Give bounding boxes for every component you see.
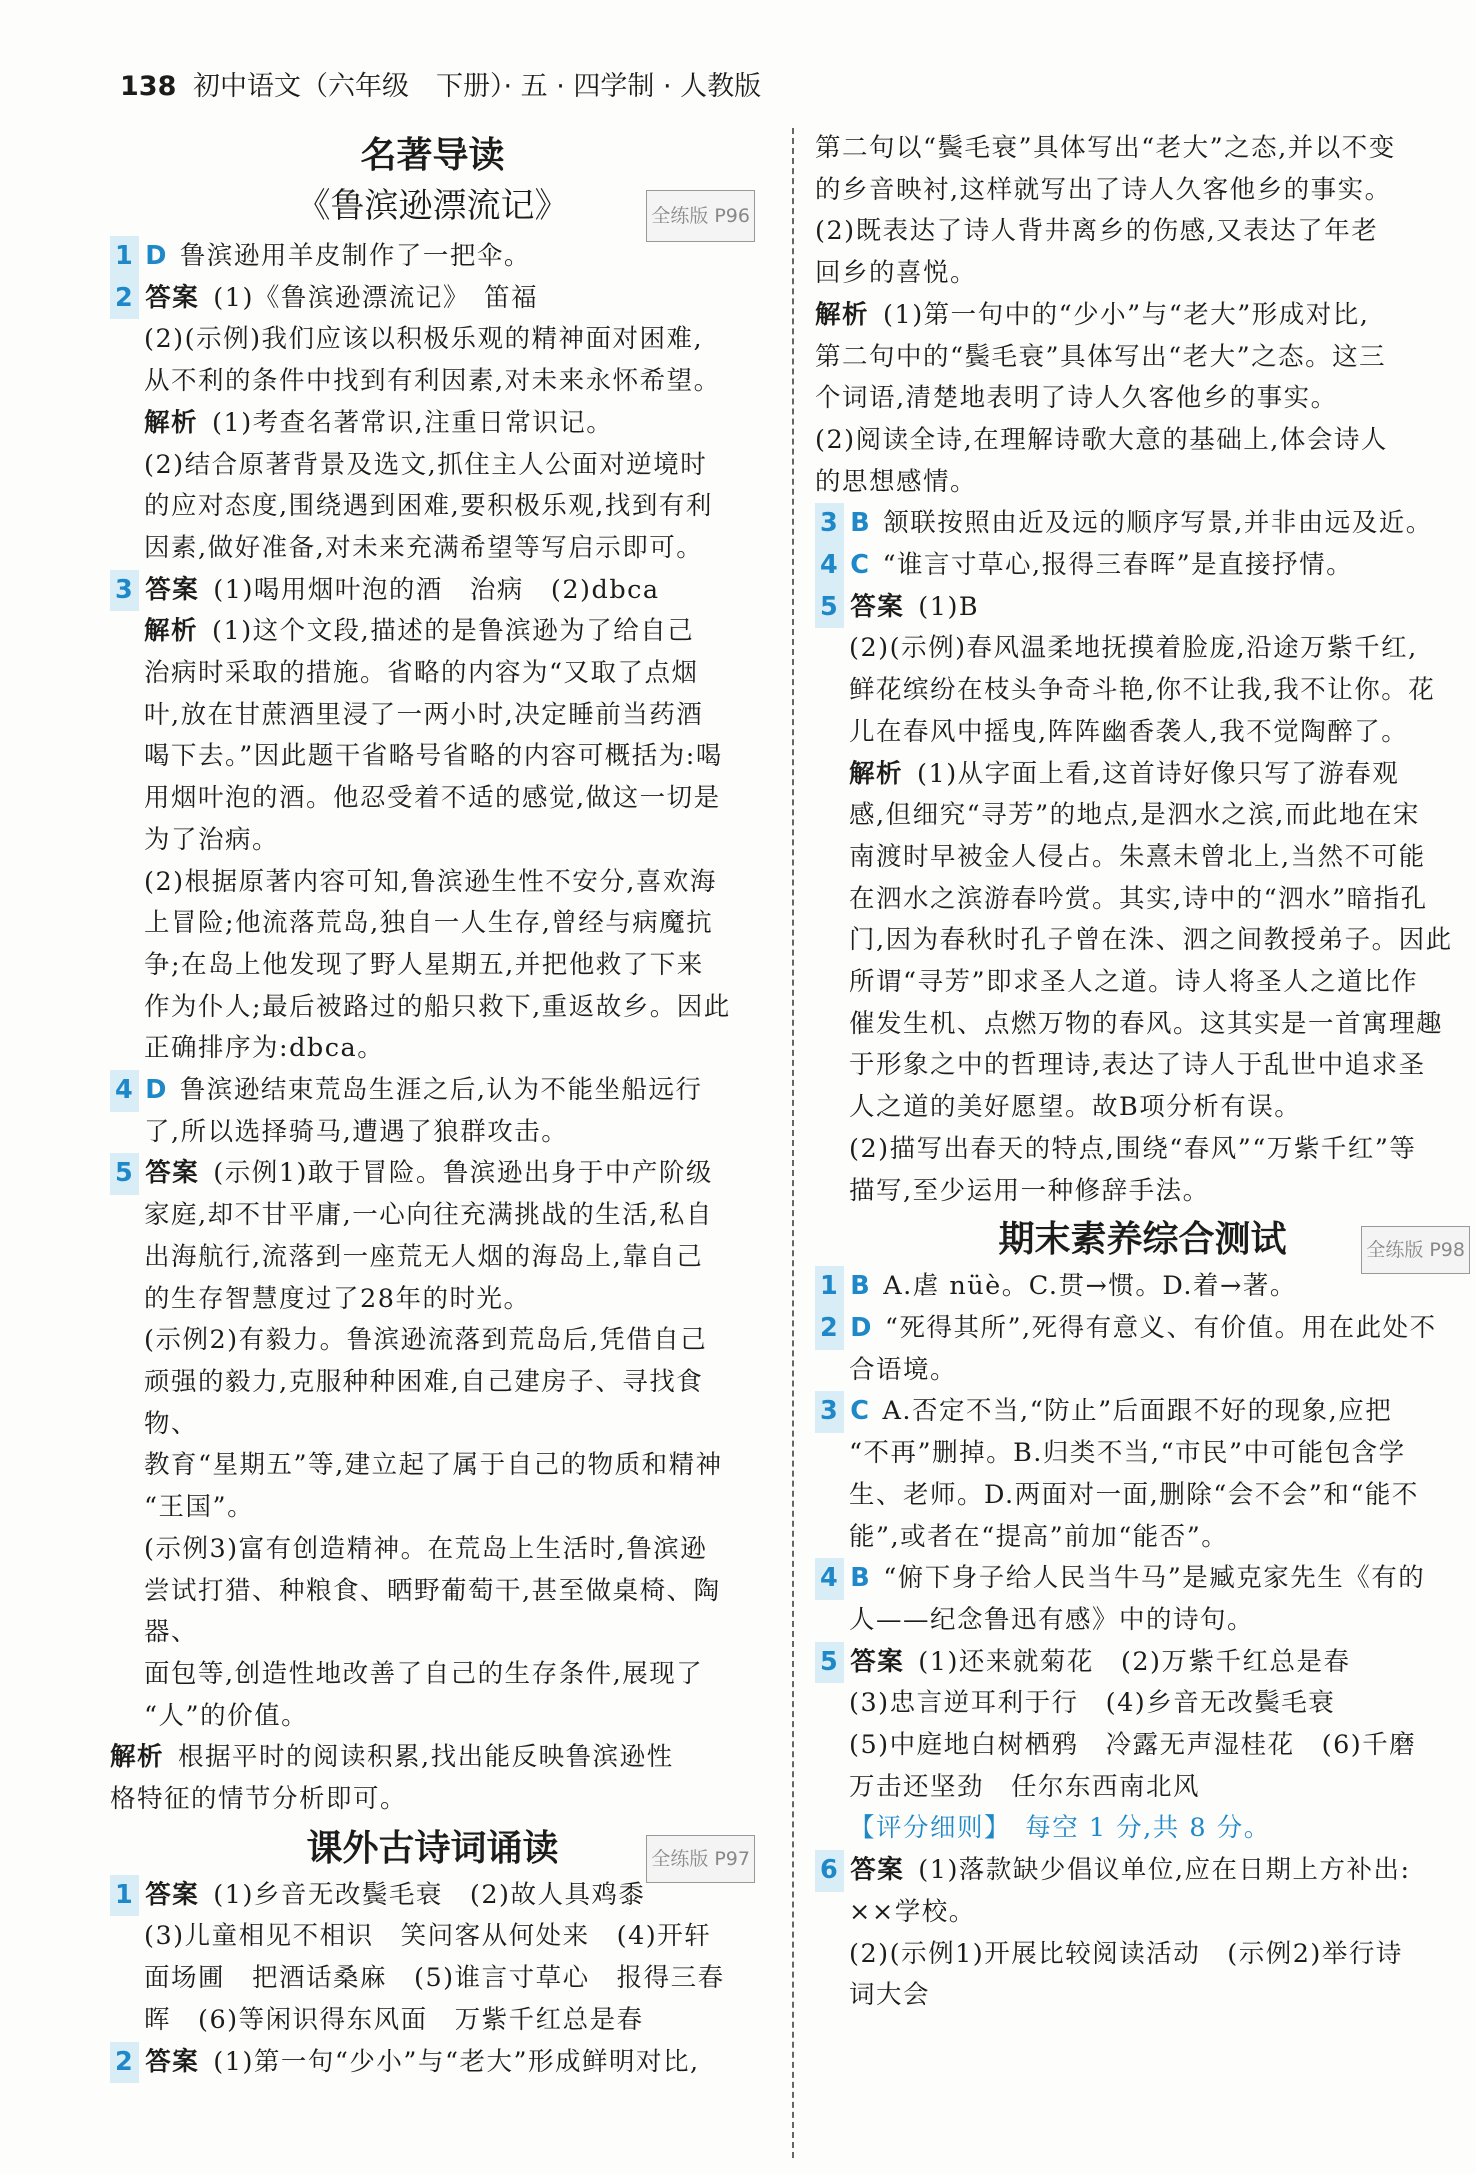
text-line: 正确排序为:dbca。 — [144, 1033, 385, 1064]
analysis-label: 解析 — [815, 299, 870, 330]
text-line: 回乡的喜悦。 — [815, 258, 978, 289]
text-line: “王国”。 — [144, 1492, 255, 1523]
answer-text: “谁言寸草心,报得三春晖”是直接抒情。 — [882, 550, 1354, 581]
answer-text: A.虐 nüè。C.贯→惯。D.着→著。 — [883, 1271, 1297, 1302]
text-line: 因素,做好准备,对未来充满希望等写启示即可。 — [144, 532, 704, 563]
question-number: 1 — [815, 1266, 844, 1308]
page-number: 138 — [120, 71, 177, 102]
analysis-label: 解析 — [144, 616, 199, 647]
answer-label: 答案 — [850, 591, 905, 622]
text-line: (2)(示例)春风温柔地抚摸着脸庞,沿途万紫千红, — [849, 633, 1418, 664]
text-line: 人——纪念鲁迅有感》中的诗句。 — [849, 1604, 1255, 1635]
analysis-text: 根据平时的阅读积累,找出能反映鲁滨逊性 — [178, 1742, 674, 1773]
question-number: 3 — [110, 570, 139, 612]
question-item — [815, 1308, 1470, 1391]
question-number: 1 — [110, 1875, 139, 1917]
question-item — [110, 1875, 755, 2042]
question-item — [110, 570, 755, 1070]
text-line: 顽强的毅力,克服种种困难,自己建房子、寻找食物、 — [144, 1366, 704, 1439]
question-item — [110, 1070, 755, 1153]
answer-label: 答案 — [850, 1646, 905, 1677]
text-line: 上冒险;他流落荒岛,独自一人生存,曾经与病魔抗 — [144, 908, 714, 939]
question-item — [815, 1642, 1470, 1851]
text-line: 格特征的情节分析即可。 — [110, 1784, 408, 1815]
text-line: (2)根据原著内容可知,鲁滨逊生性不安分,喜欢海 — [144, 866, 717, 897]
page-reference: 全练版 P98 — [1361, 1226, 1470, 1274]
question-number: 4 — [110, 1070, 139, 1112]
answer-option: B — [850, 508, 872, 539]
question-item — [815, 1850, 1470, 2017]
text-line: 门,因为春秋时孔子曾在洙、泗之间教授弟子。因此 — [849, 925, 1453, 956]
text-line: 的生存智慧度过了28年的时光。 — [144, 1283, 531, 1314]
right-column — [815, 128, 1470, 2017]
page-reference: 全练版 P96 — [646, 190, 755, 242]
text-line: (2)结合原著背景及选文,抓住主人公面对逆境时 — [144, 449, 708, 480]
text-line: 在泗水之滨游春吟赏。其实,诗中的“泗水”暗指孔 — [849, 883, 1428, 914]
text-line: 晖 (6)等闲识得东风面 万紫千红总是春 — [144, 2004, 644, 2035]
question-number: 5 — [110, 1153, 139, 1195]
column-divider — [792, 128, 794, 2158]
question-number: 1 — [110, 236, 139, 278]
text-line: 南渡时早被金人侵占。朱熹未曾北上,当然不可能 — [849, 841, 1426, 872]
text-line: “人”的价值。 — [144, 1700, 309, 1731]
scoring-rubric: 【评分细则】 每空 1 分,共 8 分。 — [849, 1813, 1271, 1844]
question-item — [110, 236, 755, 278]
book-title-text: 《鲁滨逊漂流记》 — [296, 186, 569, 226]
question-number: 6 — [815, 1850, 844, 1892]
text-line: 治病时采取的措施。省略的内容为“又取了点烟 — [144, 658, 699, 689]
answer-label: 答案 — [145, 2046, 200, 2077]
text-line: 于形象之中的哲理诗,表达了诗人于乱世中追求圣 — [849, 1050, 1426, 1081]
text-line: (示例2)有毅力。鲁滨逊流落到荒岛后,凭借自己 — [144, 1325, 708, 1356]
answer-option: B — [850, 1563, 872, 1594]
text-line: 所谓“寻芳”即求圣人之道。诗人将圣人之道比作 — [849, 967, 1419, 998]
text-line: 面包等,创造性地改善了自己的生存条件,展现了 — [144, 1658, 704, 1689]
question-number: 5 — [815, 587, 844, 629]
answer-text: (1)第一句“少小”与“老大”形成鲜明对比, — [213, 2046, 700, 2077]
text-line: 的应对态度,围绕遇到困难,要积极乐观,找到有利 — [144, 491, 713, 522]
analysis-text: (1)从字面上看,这首诗好像只写了游春观 — [917, 758, 1400, 789]
answer-option: D — [145, 241, 168, 271]
answer-text: “俯下身子给人民当牛马”是臧克家先生《有的 — [883, 1563, 1426, 1594]
text-line: (2)(示例1)开展比较阅读活动 (示例2)举行诗 — [849, 1938, 1403, 1969]
question-item — [815, 503, 1470, 545]
left-column — [110, 128, 755, 2083]
text-line: 第二句中的“鬓毛衰”具体写出“老大”之态。这三 — [815, 341, 1387, 372]
text-line: (2)阅读全诗,在理解诗歌大意的基础上,体会诗人 — [815, 424, 1388, 455]
text-line: 鲜花缤纷在枝头争奇斗艳,你不让我,我不让你。花 — [849, 675, 1436, 706]
question-number: 4 — [815, 1558, 844, 1600]
analysis-text: (1)考查名著常识,注重日常识记。 — [212, 407, 614, 438]
answer-text: 鲁滨逊用羊皮制作了一把伞。 — [179, 241, 531, 271]
text-line: 万击还坚劲 任尔东西南北风 — [849, 1771, 1201, 1802]
question-item — [110, 1153, 755, 1820]
answer-label: 答案 — [145, 282, 200, 313]
text-line: 作为仆人;最后被路过的船只救下,重返故乡。因此 — [144, 991, 731, 1022]
text-line: 尝试打猎、种粮食、晒野葡萄干,甚至做桌椅、陶器、 — [144, 1575, 721, 1648]
section-title-text: 期末素养综合测试 — [998, 1219, 1287, 1261]
text-line: 叶,放在甘蔗酒里浸了一两小时,决定睡前当药酒 — [144, 699, 704, 730]
text-line: 个词语,清楚地表明了诗人久客他乡的事实。 — [815, 383, 1338, 414]
text-line: 词大会 — [849, 1980, 931, 2011]
answer-text: (1)《鲁滨逊漂流记》 笛福 — [213, 282, 539, 313]
analysis-text: (1)这个文段,描述的是鲁滨逊为了给自己 — [212, 616, 695, 647]
question-number: 2 — [815, 1308, 844, 1350]
answer-text: (1)乡音无改鬓毛衰 (2)故人具鸡黍 — [213, 1879, 646, 1910]
analysis-text: (1)第一句中的“少小”与“老大”形成对比, — [883, 299, 1370, 330]
text-line: (2)(示例)我们应该以积极乐观的精神面对困难, — [144, 324, 704, 355]
question-item — [110, 278, 755, 570]
text-line: 能”,或者在“提高”前加“能否”。 — [849, 1521, 1229, 1552]
question-number: 2 — [110, 278, 139, 320]
text-line: 儿在春风中摇曳,阵阵幽香袭人,我不觉陶醉了。 — [849, 716, 1409, 747]
header-title: 初中语文（六年级 下册）· 五 · 四学制 · 人教版 — [192, 71, 762, 102]
question-number: 4 — [815, 545, 844, 587]
text-line: ××学校。 — [849, 1896, 976, 1927]
analysis-label: 解析 — [144, 407, 199, 438]
text-line: 教育“星期五”等,建立起了属于自己的物质和精神 — [144, 1450, 723, 1481]
section-title — [815, 1218, 1470, 1262]
text-line: 的乡音映衬,这样就写出了诗人久客他乡的事实。 — [815, 174, 1392, 205]
text-line: 争;在岛上他发现了野人星期五,并把他救了下来 — [144, 949, 704, 980]
text-line: 从不利的条件中找到有利因素,对未来永怀希望。 — [144, 366, 721, 397]
question-number: 2 — [110, 2042, 139, 2084]
text-line: 家庭,却不甘平庸,一心向往充满挑战的生活,私自 — [144, 1200, 713, 1231]
text-line: 第二句以“鬓毛衰”具体写出“老大”之态,并以不变 — [815, 133, 1396, 163]
question-item — [815, 587, 1470, 1213]
question-number: 3 — [815, 503, 844, 545]
answer-text: (1)喝用烟叶泡的酒 治病 (2)dbca — [213, 574, 660, 605]
question-item — [815, 1558, 1470, 1641]
question-item — [815, 1391, 1470, 1558]
text-line: 生、老师。D.两面对一面,删除“会不会”和“能不 — [849, 1479, 1419, 1510]
answer-option: C — [850, 550, 871, 581]
question-number: 5 — [815, 1642, 844, 1684]
answer-text: (1)落款缺少倡议单位,应在日期上方补出: — [918, 1855, 1411, 1886]
question-item-continued — [815, 128, 1470, 503]
text-line: 了,所以选择骑马,遭遇了狼群攻击。 — [144, 1116, 569, 1147]
text-line: 出海航行,流落到一座荒无人烟的海岛上,靠自己 — [144, 1241, 704, 1272]
text-line: (3)忠言逆耳利于行 (4)乡音无改鬓毛衰 — [849, 1688, 1336, 1719]
text-line: 喝下去。”因此题干省略号省略的内容可概括为:喝 — [144, 741, 723, 772]
answer-text: 颔联按照由近及远的顺序写景,并非由远及近。 — [883, 508, 1433, 539]
answer-option: D — [145, 1075, 168, 1106]
text-line: (5)中庭地白树栖鸦 冷露无声湿桂花 (6)千磨 — [849, 1730, 1417, 1761]
text-line: 人之道的美好愿望。故B项分析有误。 — [849, 1092, 1302, 1123]
text-line: (示例3)富有创造精神。在荒岛上生活时,鲁滨逊 — [144, 1533, 708, 1564]
text-line: (3)儿童相见不相识 笑问客从何处来 (4)开轩 — [144, 1921, 712, 1952]
question-number: 3 — [815, 1391, 844, 1433]
answer-label: 答案 — [145, 574, 200, 605]
text-line: 的思想感情。 — [815, 466, 978, 497]
question-item — [815, 545, 1470, 587]
answer-text: (1)B — [918, 591, 980, 622]
answer-option: C — [850, 1396, 871, 1427]
text-line: (2)既表达了诗人背井离乡的伤感,又表达了年老 — [815, 216, 1379, 247]
answer-option: B — [850, 1271, 872, 1302]
text-line: “不再”删掉。B.归类不当,“市民”中可能包含学 — [849, 1438, 1406, 1469]
analysis-label: 解析 — [849, 758, 904, 789]
text-line: 面场圃 把酒话桑麻 (5)谁言寸草心 报得三春 — [144, 1963, 725, 1994]
section-title: 名著导读 — [360, 135, 505, 176]
text-line: (2)描写出春天的特点,围绕“春风”“万紫千红”等 — [849, 1133, 1417, 1164]
answer-option: D — [850, 1312, 873, 1343]
answer-label: 答案 — [145, 1158, 200, 1189]
text-line: 催发生机、点燃万物的春风。这其实是一首寓理趣 — [849, 1008, 1444, 1039]
book-title — [110, 182, 755, 230]
analysis-label: 解析 — [110, 1742, 165, 1773]
answer-text: 鲁滨逊结束荒岛生涯之后,认为不能坐船远行 — [179, 1075, 703, 1106]
page-reference: 全练版 P97 — [646, 1835, 755, 1883]
question-item — [110, 2042, 755, 2084]
answer-text: A.否定不当,“防止”后面跟不好的现象,应把 — [882, 1396, 1393, 1427]
text-line: 描写,至少运用一种修辞手法。 — [849, 1175, 1210, 1206]
text-line: 感,但细究“寻芳”的地点,是泗水之滨,而此地在宋 — [849, 800, 1420, 831]
answer-label: 答案 — [850, 1855, 905, 1886]
text-line: 为了治病。 — [144, 824, 280, 855]
section-title-text: 课外古诗词诵读 — [306, 1827, 559, 1869]
answer-text: (示例1)敢于冒险。鲁滨逊出身于中产阶级 — [213, 1158, 713, 1189]
section-title — [110, 1827, 755, 1871]
answer-text: “死得其所”,死得有意义、有价值。用在此处不 — [884, 1312, 1437, 1343]
answer-text: (1)还来就菊花 (2)万紫千红总是春 — [918, 1646, 1351, 1677]
answer-label: 答案 — [145, 1879, 200, 1910]
text-line: 合语境。 — [849, 1354, 958, 1385]
page-header — [120, 64, 761, 103]
text-line: 用烟叶泡的酒。他忍受着不适的感觉,做这一切是 — [144, 783, 721, 814]
